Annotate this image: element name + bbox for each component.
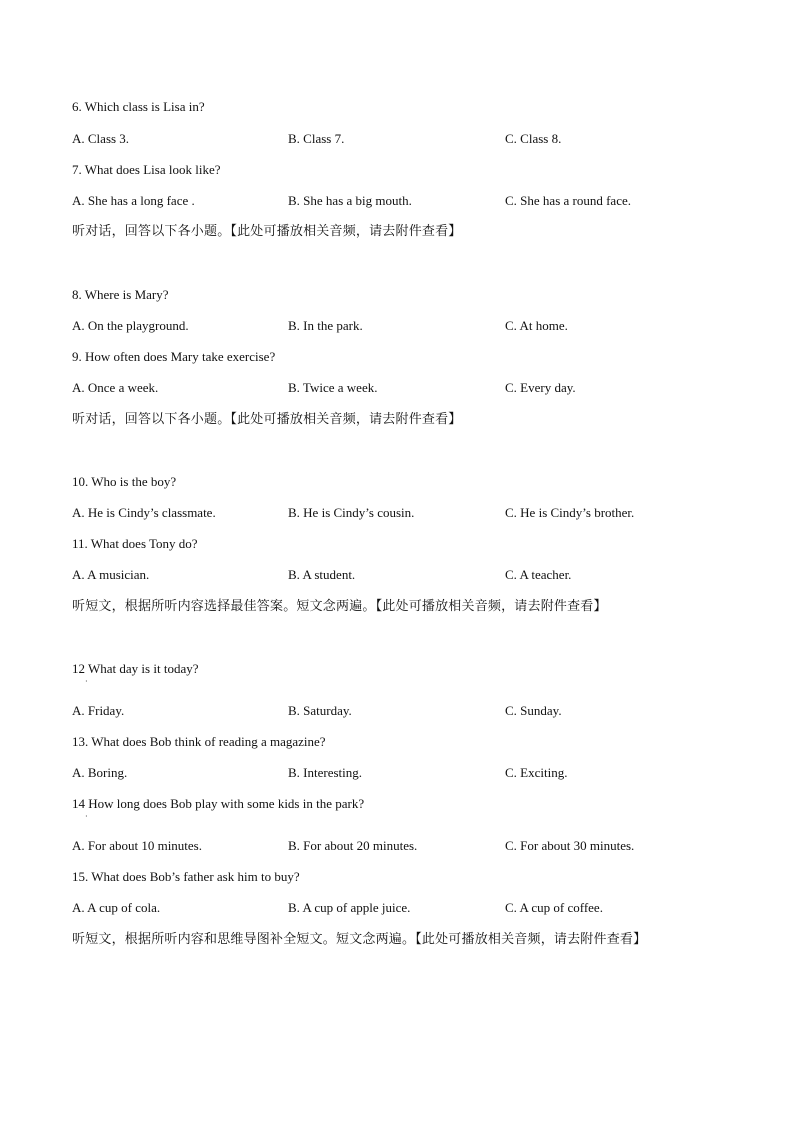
question-12-stem: 12 What day is it today? xyxy=(72,661,199,676)
question-12-dot-mark: · xyxy=(85,677,88,686)
question-6-stem: 6. Which class is Lisa in? xyxy=(72,99,205,114)
question-9-option-b: B. Twice a week. xyxy=(288,380,378,395)
question-15-option-a: A. A cup of cola. xyxy=(72,900,161,915)
question-15-option-b: B. A cup of apple juice. xyxy=(288,900,411,915)
section-instruction-3: 听短文，根据所听内容选择最佳答案。短文念两遍。【此处可播放相关音频，请去附件查看】 xyxy=(72,599,607,614)
question-8-stem: 8. Where is Mary? xyxy=(72,287,169,302)
question-9-stem: 9. How often does Mary take exercise? xyxy=(72,349,276,364)
question-8-option-c: C. At home. xyxy=(505,318,568,333)
question-6-option-a: A. Class 3. xyxy=(72,131,130,146)
question-14-dot-mark: · xyxy=(85,812,88,821)
question-8-option-a: A. On the playground. xyxy=(72,318,189,333)
section-instruction-4: 听短文，根据所听内容和思维导图补全短文。短文念两遍。【此处可播放相关音频，请去附件查看】 xyxy=(72,932,647,947)
question-11-option-c: C. A teacher. xyxy=(505,567,572,582)
question-6-option-b: B. Class 7. xyxy=(288,131,345,146)
question-7-option-a: A. She has a long face . xyxy=(72,193,195,208)
question-10-option-a: A. He is Cindy’s classmate. xyxy=(72,505,216,520)
question-14-option-b: B. For about 20 minutes. xyxy=(288,838,418,853)
question-12-option-a: A. Friday. xyxy=(72,703,125,718)
question-13-option-b: B. Interesting. xyxy=(288,765,363,780)
question-13-stem: 13. What does Bob think of reading a magazine? xyxy=(72,734,326,749)
question-15-stem: 15. What does Bob’s father ask him to buy? xyxy=(72,869,300,884)
question-7-option-c: C. She has a round face. xyxy=(505,193,631,208)
question-10-option-c: C. He is Cindy’s brother. xyxy=(505,505,635,520)
question-13-option-a: A. Boring. xyxy=(72,765,128,780)
question-14-option-c: C. For about 30 minutes. xyxy=(505,838,635,853)
question-12-option-b: B. Saturday. xyxy=(288,703,352,718)
question-8-option-b: B. In the park. xyxy=(288,318,363,333)
section-instruction-2: 听对话，回答以下各小题。【此处可播放相关音频，请去附件查看】 xyxy=(72,412,462,427)
question-11-option-b: B. A student. xyxy=(288,567,356,582)
question-7-stem: 7. What does Lisa look like? xyxy=(72,162,221,177)
question-11-stem: 11. What does Tony do? xyxy=(72,536,198,551)
question-14-stem: 14 How long does Bob play with some kids in the park? xyxy=(72,796,365,811)
question-6-option-c: C. Class 8. xyxy=(505,131,562,146)
section-instruction-1: 听对话，回答以下各小题。【此处可播放相关音频，请去附件查看】 xyxy=(72,224,462,239)
question-9-option-c: C. Every day. xyxy=(505,380,576,395)
question-9-option-a: A. Once a week. xyxy=(72,380,159,395)
question-12-option-c: C. Sunday. xyxy=(505,703,562,718)
question-10-option-b: B. He is Cindy’s cousin. xyxy=(288,505,415,520)
question-13-option-c: C. Exciting. xyxy=(505,765,568,780)
question-10-stem: 10. Who is the boy? xyxy=(72,474,177,489)
question-14-option-a: A. For about 10 minutes. xyxy=(72,838,202,853)
question-15-option-c: C. A cup of coffee. xyxy=(505,900,603,915)
question-7-option-b: B. She has a big mouth. xyxy=(288,193,412,208)
question-11-option-a: A. A musician. xyxy=(72,567,150,582)
